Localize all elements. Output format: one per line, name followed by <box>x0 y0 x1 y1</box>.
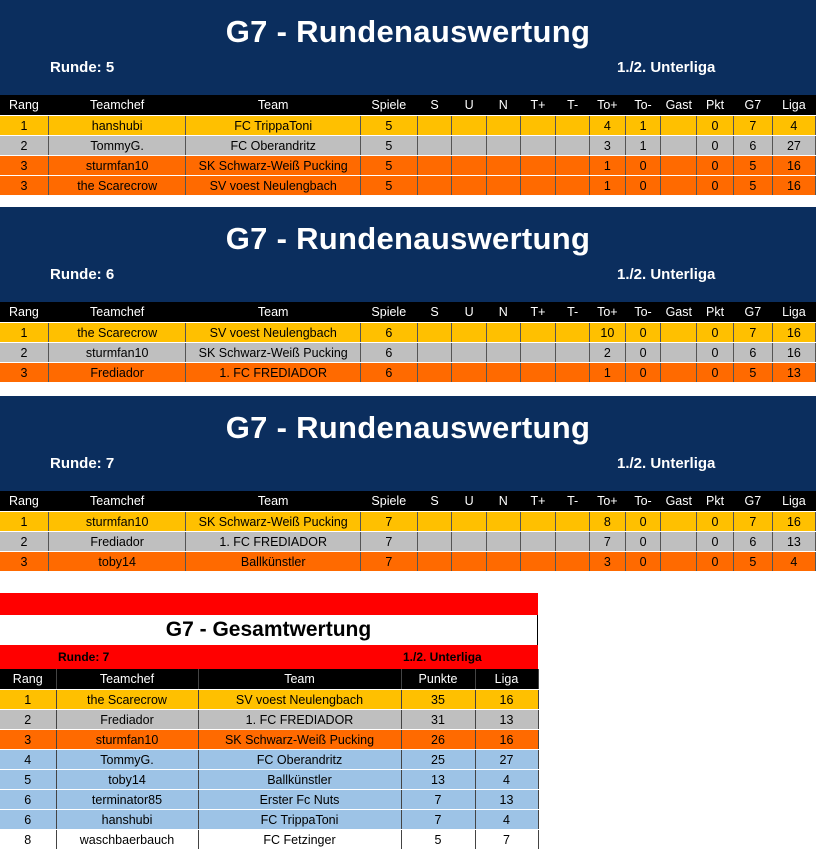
cell-team: FC Oberandritz <box>186 136 360 156</box>
cell-team: Ballkünstler <box>198 770 401 790</box>
column-header-t-plus: T+ <box>520 491 556 512</box>
round-title: G7 - Rundenauswertung <box>225 221 591 256</box>
cell-to-plus: 1 <box>589 156 625 176</box>
cell-pkt: 0 <box>697 323 734 343</box>
cell-liga: 16 <box>475 690 538 710</box>
cell-liga: 13 <box>772 363 815 383</box>
cell-team: Erster Fc Nuts <box>198 790 401 810</box>
cell-liga: 13 <box>772 532 815 552</box>
cell-pkt: 0 <box>697 343 734 363</box>
cell-pkt: 0 <box>697 156 734 176</box>
cell-pkt: 0 <box>697 552 734 572</box>
column-header-liga: Liga <box>475 669 538 690</box>
column-header-t-minus: T- <box>556 95 590 116</box>
cell-liga: 4 <box>772 552 815 572</box>
column-header-punkte: Punkte <box>401 669 475 690</box>
league-label: 1./2. Unterliga <box>617 266 716 283</box>
column-header-gast: Gast <box>661 491 697 512</box>
cell-g7: 5 <box>733 552 772 572</box>
column-header-teamchef: Teamchef <box>48 491 186 512</box>
cell-u <box>452 532 487 552</box>
cell-to-plus: 2 <box>589 343 625 363</box>
cell-team: SV voest Neulengbach <box>198 690 401 710</box>
table-row <box>0 363 816 383</box>
column-header-pkt: Pkt <box>697 95 734 116</box>
cell-gast <box>661 552 697 572</box>
cell-pkt: 0 <box>697 512 734 532</box>
cell-u <box>452 116 487 136</box>
cell-rang: 1 <box>0 116 48 136</box>
round-number: Runde: 5 <box>50 59 115 76</box>
cell-u <box>452 136 487 156</box>
cell-u <box>452 323 487 343</box>
cell-punkte: 7 <box>401 810 475 830</box>
cell-t-minus <box>556 552 590 572</box>
column-header-teamchef: Teamchef <box>48 302 186 323</box>
cell-t-plus <box>520 512 556 532</box>
cell-teamchef: Frediador <box>48 532 186 552</box>
cell-to-minus: 0 <box>625 176 661 196</box>
column-header-t-minus: T- <box>556 302 590 323</box>
cell-spiele: 7 <box>360 532 417 552</box>
table-header-row <box>0 95 816 116</box>
cell-spiele: 7 <box>360 552 417 572</box>
table-row <box>0 730 538 750</box>
round-table <box>0 302 816 383</box>
cell-rang: 2 <box>0 343 48 363</box>
cell-n <box>487 136 521 156</box>
cell-gast <box>661 136 697 156</box>
round-panel-7 <box>0 396 816 572</box>
cell-teamchef: the Scarecrow <box>48 323 186 343</box>
column-header-rang: Rang <box>0 302 48 323</box>
top-red-bar <box>0 593 538 615</box>
cell-spiele: 5 <box>360 136 417 156</box>
cell-t-plus <box>520 116 556 136</box>
column-header-g7: G7 <box>733 95 772 116</box>
cell-spiele: 6 <box>360 343 417 363</box>
cell-rang: 2 <box>0 710 56 730</box>
cell-n <box>487 343 521 363</box>
cell-to-plus: 8 <box>589 512 625 532</box>
table-header-row <box>0 491 816 512</box>
cell-punkte: 35 <box>401 690 475 710</box>
cell-to-minus: 0 <box>625 552 661 572</box>
column-header-s: S <box>417 302 452 323</box>
cell-teamchef: the Scarecrow <box>48 176 186 196</box>
overall-subheader <box>0 645 538 669</box>
round-banner <box>0 207 816 302</box>
cell-spiele: 5 <box>360 116 417 136</box>
cell-rang: 6 <box>0 790 56 810</box>
cell-liga: 13 <box>475 790 538 810</box>
cell-liga: 16 <box>475 730 538 750</box>
cell-gast <box>661 323 697 343</box>
cell-teamchef: sturmfan10 <box>48 512 186 532</box>
cell-pkt: 0 <box>697 116 734 136</box>
column-header-teamchef: Teamchef <box>56 669 198 690</box>
column-header-pkt: Pkt <box>697 302 734 323</box>
cell-rang: 3 <box>0 552 48 572</box>
table-header-row <box>0 302 816 323</box>
column-header-to-plus: To+ <box>589 491 625 512</box>
column-header-t-plus: T+ <box>520 302 556 323</box>
cell-liga: 4 <box>475 770 538 790</box>
column-header-n: N <box>487 302 521 323</box>
column-header-team: Team <box>186 95 360 116</box>
cell-team: FC Fetzinger <box>198 830 401 850</box>
cell-t-minus <box>556 136 590 156</box>
cell-rang: 8 <box>0 830 56 850</box>
column-header-liga: Liga <box>772 491 815 512</box>
column-header-t-plus: T+ <box>520 95 556 116</box>
column-header-to-minus: To- <box>625 491 661 512</box>
cell-team: SK Schwarz-Weiß Pucking <box>186 343 360 363</box>
column-header-liga: Liga <box>772 95 815 116</box>
table-row <box>0 830 538 850</box>
league-label: 1./2. Unterliga <box>617 455 716 472</box>
cell-n <box>487 363 521 383</box>
cell-s <box>417 552 452 572</box>
cell-rang: 3 <box>0 156 48 176</box>
cell-t-plus <box>520 532 556 552</box>
cell-rang: 5 <box>0 770 56 790</box>
cell-liga: 16 <box>772 156 815 176</box>
cell-t-plus <box>520 343 556 363</box>
cell-rang: 1 <box>0 323 48 343</box>
cell-t-minus <box>556 323 590 343</box>
column-header-g7: G7 <box>733 491 772 512</box>
overall-title: G7 - Gesamtwertung <box>0 615 538 645</box>
cell-t-minus <box>556 343 590 363</box>
column-header-spiele: Spiele <box>360 302 417 323</box>
cell-team: SV voest Neulengbach <box>186 176 360 196</box>
cell-u <box>452 552 487 572</box>
cell-to-plus: 3 <box>589 136 625 156</box>
cell-g7: 5 <box>733 156 772 176</box>
cell-gast <box>661 343 697 363</box>
cell-spiele: 5 <box>360 176 417 196</box>
column-header-teamchef: Teamchef <box>48 95 186 116</box>
league-label: 1./2. Unterliga <box>617 59 716 76</box>
cell-rang: 1 <box>0 690 56 710</box>
cell-pkt: 0 <box>697 532 734 552</box>
cell-rang: 1 <box>0 512 48 532</box>
cell-gast <box>661 363 697 383</box>
table-row <box>0 343 816 363</box>
cell-spiele: 5 <box>360 156 417 176</box>
cell-liga: 4 <box>772 116 815 136</box>
cell-g7: 6 <box>733 532 772 552</box>
cell-gast <box>661 512 697 532</box>
column-header-n: N <box>487 95 521 116</box>
cell-to-minus: 1 <box>625 116 661 136</box>
cell-team: 1. FC FREDIADOR <box>198 710 401 730</box>
overall-round: Runde: 7 <box>58 650 110 664</box>
cell-s <box>417 156 452 176</box>
column-header-gast: Gast <box>661 302 697 323</box>
cell-t-plus <box>520 136 556 156</box>
round-number: Runde: 7 <box>50 455 115 472</box>
round-table <box>0 491 816 572</box>
cell-to-minus: 0 <box>625 156 661 176</box>
table-row <box>0 512 816 532</box>
cell-g7: 5 <box>733 363 772 383</box>
cell-team: Ballkünstler <box>186 552 360 572</box>
table-row <box>0 136 816 156</box>
cell-g7: 7 <box>733 323 772 343</box>
cell-u <box>452 176 487 196</box>
cell-g7: 6 <box>733 136 772 156</box>
cell-liga: 4 <box>475 810 538 830</box>
cell-u <box>452 156 487 176</box>
cell-pkt: 0 <box>697 136 734 156</box>
column-header-spiele: Spiele <box>360 95 417 116</box>
cell-to-plus: 1 <box>589 363 625 383</box>
cell-s <box>417 176 452 196</box>
column-header-to-minus: To- <box>625 95 661 116</box>
cell-rang: 3 <box>0 363 48 383</box>
cell-gast <box>661 532 697 552</box>
cell-team: FC TrippaToni <box>186 116 360 136</box>
table-row <box>0 710 538 730</box>
cell-teamchef: terminator85 <box>56 790 198 810</box>
cell-team: SV voest Neulengbach <box>186 323 360 343</box>
column-header-gast: Gast <box>661 95 697 116</box>
cell-teamchef: sturmfan10 <box>56 730 198 750</box>
cell-s <box>417 323 452 343</box>
column-header-to-minus: To- <box>625 302 661 323</box>
cell-liga: 16 <box>772 176 815 196</box>
table-row <box>0 810 538 830</box>
cell-liga: 7 <box>475 830 538 850</box>
cell-t-plus <box>520 323 556 343</box>
cell-team: SK Schwarz-Weiß Pucking <box>198 730 401 750</box>
table-row <box>0 750 538 770</box>
cell-g7: 5 <box>733 176 772 196</box>
round-panel-6 <box>0 207 816 383</box>
cell-n <box>487 116 521 136</box>
cell-g7: 6 <box>733 343 772 363</box>
cell-teamchef: waschbaerbauch <box>56 830 198 850</box>
column-header-to-plus: To+ <box>589 95 625 116</box>
column-header-spiele: Spiele <box>360 491 417 512</box>
overall-table <box>0 669 539 850</box>
cell-teamchef: the Scarecrow <box>56 690 198 710</box>
cell-team: FC TrippaToni <box>198 810 401 830</box>
cell-to-plus: 4 <box>589 116 625 136</box>
cell-s <box>417 363 452 383</box>
cell-punkte: 13 <box>401 770 475 790</box>
cell-to-plus: 3 <box>589 552 625 572</box>
column-header-s: S <box>417 491 452 512</box>
column-header-liga: Liga <box>772 302 815 323</box>
cell-to-minus: 1 <box>625 136 661 156</box>
round-table <box>0 95 816 196</box>
cell-pkt: 0 <box>697 363 734 383</box>
cell-u <box>452 343 487 363</box>
cell-teamchef: hanshubi <box>48 116 186 136</box>
column-header-n: N <box>487 491 521 512</box>
cell-to-minus: 0 <box>625 323 661 343</box>
cell-liga: 16 <box>772 512 815 532</box>
column-header-rang: Rang <box>0 491 48 512</box>
cell-to-plus: 7 <box>589 532 625 552</box>
cell-liga: 27 <box>772 136 815 156</box>
cell-t-minus <box>556 116 590 136</box>
cell-teamchef: Frediador <box>48 363 186 383</box>
cell-rang: 4 <box>0 750 56 770</box>
cell-u <box>452 512 487 532</box>
table-header-row <box>0 669 538 690</box>
cell-t-plus <box>520 176 556 196</box>
cell-teamchef: TommyG. <box>48 136 186 156</box>
table-row <box>0 156 816 176</box>
column-header-rang: Rang <box>0 669 56 690</box>
cell-team: SK Schwarz-Weiß Pucking <box>186 512 360 532</box>
cell-spiele: 6 <box>360 363 417 383</box>
table-row <box>0 532 816 552</box>
cell-n <box>487 323 521 343</box>
cell-t-minus <box>556 176 590 196</box>
cell-u <box>452 363 487 383</box>
cell-to-plus: 1 <box>589 176 625 196</box>
cell-s <box>417 512 452 532</box>
cell-liga: 13 <box>475 710 538 730</box>
cell-to-minus: 0 <box>625 512 661 532</box>
column-header-to-plus: To+ <box>589 302 625 323</box>
round-number: Runde: 6 <box>50 266 115 283</box>
column-header-team: Team <box>186 302 360 323</box>
cell-n <box>487 156 521 176</box>
cell-s <box>417 532 452 552</box>
cell-n <box>487 512 521 532</box>
cell-n <box>487 552 521 572</box>
round-title: G7 - Rundenauswertung <box>225 410 591 445</box>
round-panel-5 <box>0 0 816 196</box>
cell-t-plus <box>520 156 556 176</box>
cell-teamchef: hanshubi <box>56 810 198 830</box>
cell-teamchef: toby14 <box>48 552 186 572</box>
cell-spiele: 7 <box>360 512 417 532</box>
cell-gast <box>661 176 697 196</box>
round-title: G7 - Rundenauswertung <box>225 14 591 49</box>
cell-punkte: 26 <box>401 730 475 750</box>
cell-rang: 3 <box>0 176 48 196</box>
cell-punkte: 5 <box>401 830 475 850</box>
cell-gast <box>661 156 697 176</box>
cell-n <box>487 532 521 552</box>
cell-g7: 7 <box>733 512 772 532</box>
table-row <box>0 552 816 572</box>
cell-t-minus <box>556 363 590 383</box>
column-header-u: U <box>452 491 487 512</box>
cell-rang: 2 <box>0 136 48 156</box>
cell-t-minus <box>556 532 590 552</box>
cell-t-plus <box>520 363 556 383</box>
cell-pkt: 0 <box>697 176 734 196</box>
cell-teamchef: Frediador <box>56 710 198 730</box>
column-header-pkt: Pkt <box>697 491 734 512</box>
cell-to-minus: 0 <box>625 363 661 383</box>
cell-t-minus <box>556 156 590 176</box>
cell-teamchef: TommyG. <box>56 750 198 770</box>
table-row <box>0 323 816 343</box>
cell-rang: 3 <box>0 730 56 750</box>
column-header-team: Team <box>186 491 360 512</box>
round-banner <box>0 396 816 491</box>
column-header-u: U <box>452 95 487 116</box>
cell-team: 1. FC FREDIADOR <box>186 532 360 552</box>
cell-teamchef: toby14 <box>56 770 198 790</box>
column-header-s: S <box>417 95 452 116</box>
cell-teamchef: sturmfan10 <box>48 343 186 363</box>
cell-gast <box>661 116 697 136</box>
cell-s <box>417 116 452 136</box>
cell-team: 1. FC FREDIADOR <box>186 363 360 383</box>
column-header-g7: G7 <box>733 302 772 323</box>
cell-punkte: 7 <box>401 790 475 810</box>
cell-t-minus <box>556 512 590 532</box>
cell-liga: 16 <box>772 323 815 343</box>
column-header-team: Team <box>198 669 401 690</box>
cell-to-plus: 10 <box>589 323 625 343</box>
cell-rang: 6 <box>0 810 56 830</box>
cell-t-plus <box>520 552 556 572</box>
table-row <box>0 690 538 710</box>
cell-spiele: 6 <box>360 323 417 343</box>
round-banner <box>0 0 816 95</box>
table-row <box>0 790 538 810</box>
cell-to-minus: 0 <box>625 343 661 363</box>
table-row <box>0 116 816 136</box>
column-header-rang: Rang <box>0 95 48 116</box>
cell-liga: 27 <box>475 750 538 770</box>
cell-punkte: 25 <box>401 750 475 770</box>
cell-to-minus: 0 <box>625 532 661 552</box>
column-header-u: U <box>452 302 487 323</box>
cell-rang: 2 <box>0 532 48 552</box>
cell-s <box>417 136 452 156</box>
overall-league: 1./2. Unterliga <box>403 650 482 664</box>
cell-team: FC Oberandritz <box>198 750 401 770</box>
overall-standings-panel <box>0 593 538 850</box>
cell-teamchef: sturmfan10 <box>48 156 186 176</box>
column-header-t-minus: T- <box>556 491 590 512</box>
table-row <box>0 770 538 790</box>
cell-s <box>417 343 452 363</box>
cell-liga: 16 <box>772 343 815 363</box>
cell-punkte: 31 <box>401 710 475 730</box>
cell-g7: 7 <box>733 116 772 136</box>
cell-team: SK Schwarz-Weiß Pucking <box>186 156 360 176</box>
table-row <box>0 176 816 196</box>
cell-n <box>487 176 521 196</box>
